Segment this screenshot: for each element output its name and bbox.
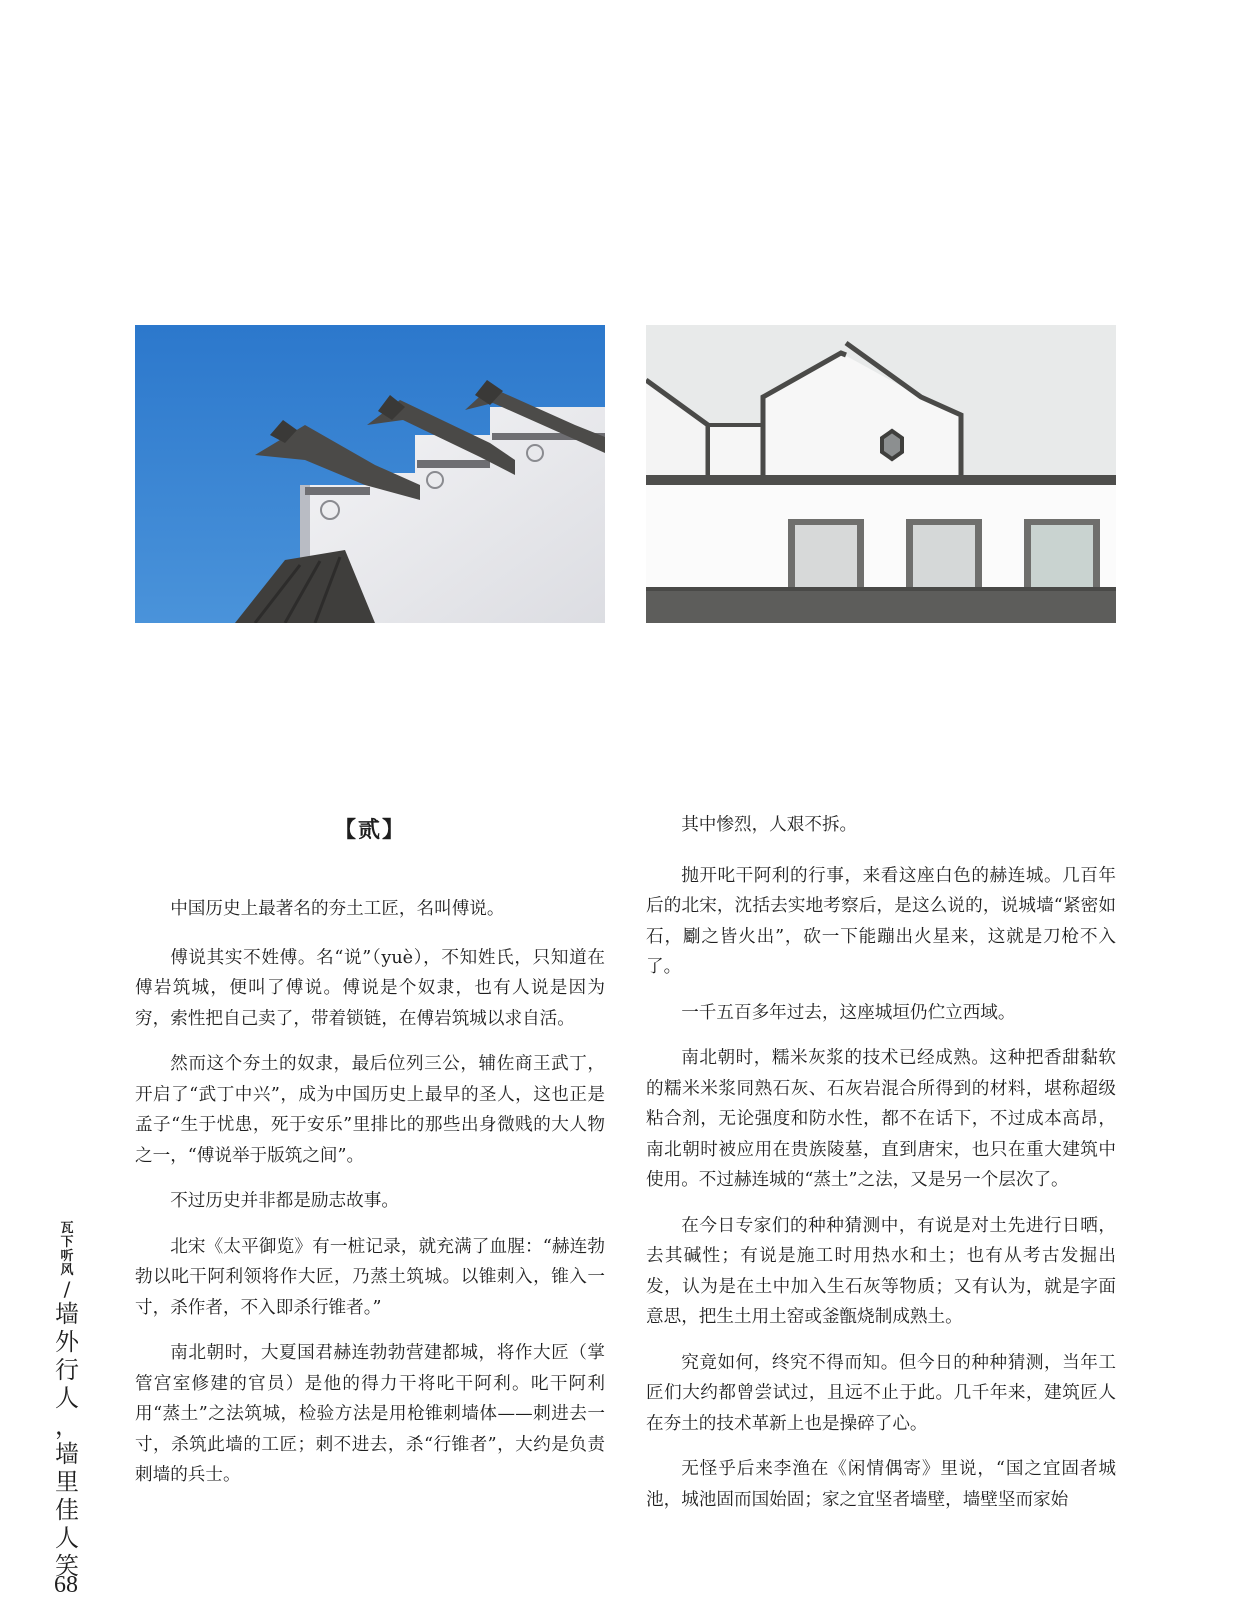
article-title-vertical: 墙 外 行 人 ， 墙 里 佳 人 笑 [55, 1300, 79, 1580]
white-building-image [646, 325, 1116, 623]
running-head [52, 1222, 82, 1580]
photo-white-building [646, 325, 1116, 623]
horse-head-wall-image [135, 325, 605, 623]
paragraph: 抛开叱干阿利的行事，来看这座白色的赫连城。几百年后的北宋，沈括去实地考察后，是这么说的，说城墙“紧密如石，劚之皆火出”，砍一下能蹦出火星来，这就是刀枪不入了。 [646, 865, 1116, 977]
paragraph: 北宋《太平御览》有一桩记录，就充满了血腥：“赫连勃勃以叱干阿利领将作大匠，乃蒸土筑城。以锥刺入，锥入一寸，杀作者，不入即杀行锥者。” [135, 1236, 605, 1318]
paragraph: 在今日专家们的种种猜测中，有说是对土先进行日晒，去其碱性；有说是施工时用热水和土；也有从考古发掘出发，认为是在土中加入生石灰等物质；又有认为，就是字面意思，把生土用土窑或釜甑烧制成熟土。 [646, 1215, 1116, 1327]
text-column-left [135, 810, 605, 1506]
paragraph: 南北朝时，大夏国君赫连勃勃营建都城，将作大匠（掌管宫室修建的官员）是他的得力干将叱干阿利。叱干阿利用“蒸土”之法筑城，检验方法是用枪锥刺墙体——刺进去一寸，杀筑此墙的工匠；刺不进去，杀“行锥者”，大约是负责刺墙的兵士。 [135, 1343, 605, 1485]
paragraph: 然而这个夯土的奴隶，最后位列三公，辅佐商王武丁，开启了“武丁中兴”，成为中国历史上最早的圣人，这也正是孟子“生于忧患，死于安乐”里排比的那些出身微贱的大人物之一，“傅说举于版筑之间”。 [135, 1054, 605, 1166]
section-title: 【贰】 [333, 817, 406, 843]
paragraph: 其中惨烈，人艰不拆。 [681, 815, 858, 835]
paragraph: 南北朝时，糯米灰浆的技术已经成熟。这种把香甜黏软的糯米米浆同熟石灰、石灰岩混合所得到的材料，堪称超级粘合剂，无论强度和防水性，都不在话下，不过成本高昂，南北朝时被应用在贵族陵墓，直到唐宋，也只在重大建筑中使用。不过赫连城的“蒸土”之法，又是另一个层次了。 [646, 1048, 1116, 1190]
paragraph: 究竟如何，终究不得而知。但今日的种种猜测，当年工匠们大约都曾尝试过，且远不止于此。几千年来，建筑匠人在夯土的技术革新上也是操碎了心。 [646, 1352, 1116, 1434]
paragraph: 中国历史上最著名的夯土工匠，名叫傅说。 [170, 899, 505, 919]
running-head-separator: / [63, 1277, 71, 1301]
paragraph: 一千五百多年过去，这座城垣仍伫立西域。 [681, 1002, 1016, 1023]
photo-horse-head-wall [135, 325, 605, 623]
column-name: 瓦 下 听 风 [60, 1221, 74, 1278]
page-number: 68 [54, 1572, 78, 1598]
text-column-right [646, 810, 1116, 1530]
paragraph: 无怪乎后来李渔在《闲情偶寄》里说，“国之宜固者城池，城池固而国始固；家之宜坚者墙壁，墙壁坚而家始 [646, 1459, 1116, 1510]
paragraph: 傅说其实不姓傅。名“说”（yuè），不知姓氏，只知道在傅岩筑城，便叫了傅说。傅说是个奴隶，也有人说是因为穷，索性把自己卖了，带着锁链，在傅岩筑城以求自活。 [135, 947, 605, 1029]
paragraph: 不过历史并非都是励志故事。 [170, 1191, 399, 1211]
